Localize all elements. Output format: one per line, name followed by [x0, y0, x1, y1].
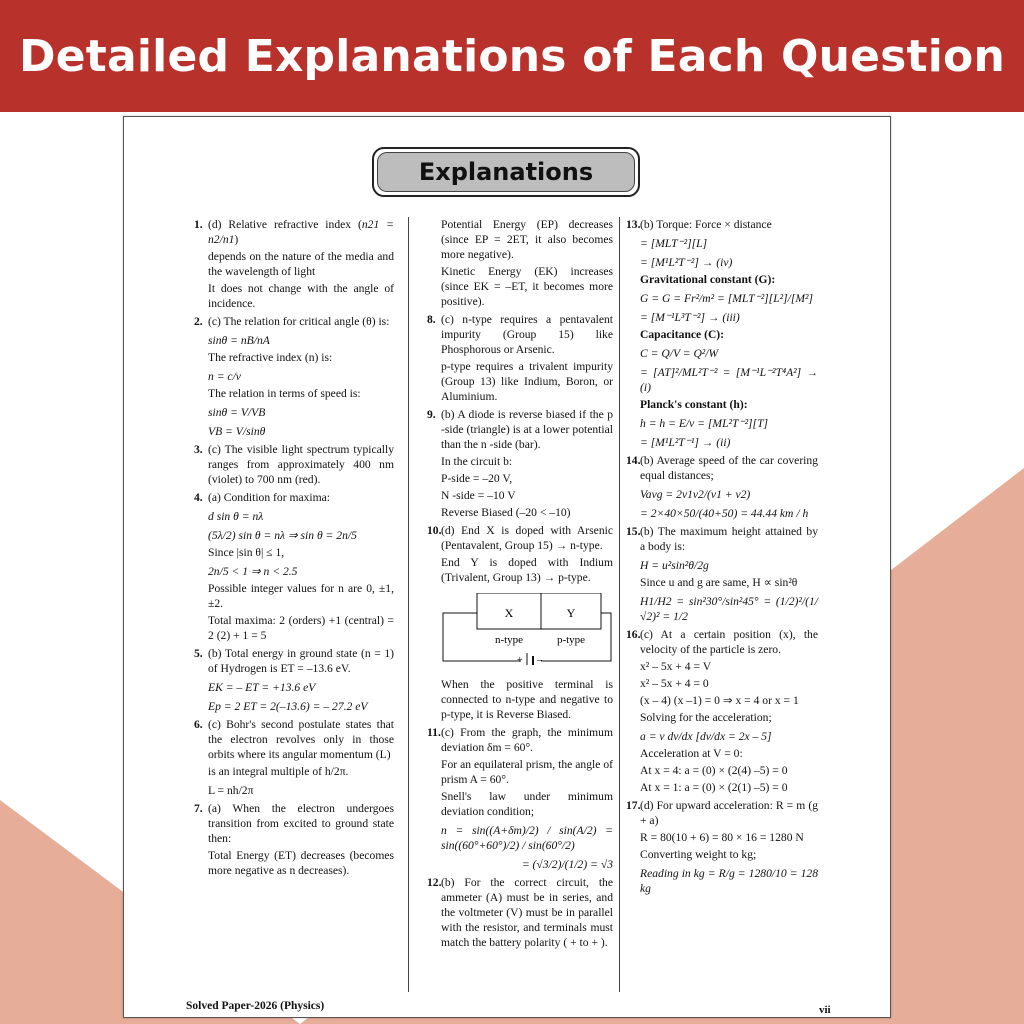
- answer-6: 6. (c) Bohr's second postulate states that the electron revolves only in those orbits where its angular momentum (L) is an integral multiple of h/2π. L = nh/2π: [194, 718, 394, 797]
- answer-12: 12. (b) For the correct circuit, the ammeter (A) must be in series, and the voltmeter (V) must be in parallel with the resistor, and terminals must match the battery polarity ( + to + ).: [427, 876, 613, 949]
- answer-16: 16. (c) At a certain position (x), the velocity of the particle is zero. x² – 5x + 4 = V x² – 5x + 4 = 0 (x – 4) (x –1) = 0 ⇒ x = 4 or x = 1 Solving for the acceleration; a = v dv/dx [dv/dx = 2x – 5] Acceleration at V = 0: At x = 4: a = (0) × (2(4) –5) = 0 At x = 1: a = (0) × (2(1) –5) = 0: [626, 628, 818, 794]
- pn-junction-circuit: [441, 593, 613, 665]
- answer-15: 15. (b) The maximum height attained by a body is: H = u²sin²θ/2g Since u and g are same, H ∝ sin²θ H1/H2 = sin²30°/sin²45° = (1/2)²/(1/√2)² = 1/2: [626, 525, 818, 623]
- column-divider: [408, 217, 409, 992]
- answer-9: 9. (b) A diode is reverse biased if the p -side (triangle) is at a lower potential than the n -side (bar). In the circuit b: P-side = –20 V, N -side = –10 V Reverse Biased (–20 < –10): [427, 408, 613, 519]
- answer-2: 2. (c) The relation for critical angle (θ) is: sinθ = nB/nA The refractive index (n) is: n = c/v The relation in terms of speed is: sinθ = V/VB VB = V/sinθ: [194, 315, 390, 438]
- footer-title: Solved Paper-2026 (Physics): [186, 1000, 325, 1012]
- block-y-label: Y: [566, 606, 576, 620]
- block-x-label: X: [504, 606, 514, 620]
- banner-title: Detailed Explanations of Each Question: [19, 30, 1005, 82]
- section-title: Explanations: [418, 158, 594, 186]
- page-sheet: [123, 116, 891, 1018]
- answer-10: 10. (d) End X is doped with Arsenic (Pentavalent, Group 15) → n-type. End Y is doped with Indium (Trivalent, Group 13) → p-type. X Y n-type p-type + – When the positive terminal is connected to n-type and negative to p-type, it is Reverse Biased.: [427, 524, 613, 721]
- column-divider: [619, 217, 620, 992]
- battery-minus: –: [537, 655, 542, 665]
- answer-7: 7. (a) When the electron undergoes transition from excited to ground state then: Total Energy (ET) decreases (becomes more negative as n decreases).: [194, 802, 394, 877]
- column-2: [427, 217, 613, 953]
- answer-1: 1. (d) Relative refractive index (n21 = n2/n1) depends on the nature of the media and the wavelength of light It does not change with the angle of incidence.: [194, 218, 394, 310]
- answer-3: 3. (c) The visible light spectrum typically ranges from approximately 400 nm (violet) to 700 nm (red).: [194, 443, 394, 486]
- header-banner: [0, 0, 1024, 112]
- answer-13: 13. (b) Torque: Force × distance = [MLT⁻²][L] = [M¹L²T⁻²] → (iv) Gravitational constant (G): G = G = Fr²/m² = [MLT⁻²][L²]/[M²] = [M⁻¹L³T⁻²] → (iii) Capacitance (C): C = Q/V = Q²/W = [AT]²/ML²T⁻² = [M⁻¹L⁻²T⁴A²] → (i) Planck's constant (h): h = h = E/ν = [ML²T⁻²][T] = [M¹L²T⁻¹] → (ii): [626, 218, 818, 449]
- section-title-box: [372, 147, 640, 197]
- column-1: [194, 217, 394, 881]
- column-3: [626, 217, 818, 899]
- answer-11: 11. (c) From the graph, the minimum deviation δm = 60°. For an equilateral prism, the angle of prism A = 60°. Snell's law under minimum deviation condition; n = sin((A+δm)/2) / sin(A/2) = sin((60°+60°)/2) / sin(60°/2) = (√3/2)/(1/2) = √3: [427, 726, 613, 871]
- answer-5: 5. (b) Total energy in ground state (n = 1) of Hydrogen is ET = –13.6 eV. EK = – ET = +13.6 eV Ep = 2 ET = 2(–13.6) = – 27.2 eV: [194, 647, 394, 713]
- answer-7-continued: Potential Energy (EP) decreases (since EP = 2ET, it also becomes more negative). Kinetic Energy (EK) increases (since EK = –ET, it becomes more positive).: [441, 218, 613, 308]
- n-type-label: n-type: [494, 634, 524, 646]
- page-number: vii: [819, 1004, 831, 1016]
- answer-8: 8. (c) n-type requires a pentavalent impurity (Group 15) like Phosphorous or Arsenic. p-type requires a trivalent impurity (Group 13) like Indium, Boron, or Aluminium.: [427, 313, 613, 403]
- answer-4: 4. (a) Condition for maxima: d sin θ = nλ (5λ/2) sin θ = nλ ⇒ sin θ = 2n/5 Since |sin θ| ≤ 1, 2n/5 < 1 ⇒ n < 2.5 Possible integer values for n are 0, ±1, ±2. Total maxima: 2 (orders) +1 (central) = 2 (2) + 1 = 5: [194, 491, 394, 642]
- answer-14: 14. (b) Average speed of the car covering equal distances; Vavg = 2v1v2/(v1 + v2) = 2×40×50/(40+50) = 44.44 km / h: [626, 454, 818, 520]
- battery-plus: +: [517, 655, 523, 665]
- p-type-label: p-type: [556, 634, 586, 646]
- answer-17: 17. (d) For upward acceleration: R = m (g + a) R = 80(10 + 6) = 80 × 16 = 1280 N Converting weight to kg; Reading in kg = R/g = 1280/10 = 128 kg: [626, 799, 818, 895]
